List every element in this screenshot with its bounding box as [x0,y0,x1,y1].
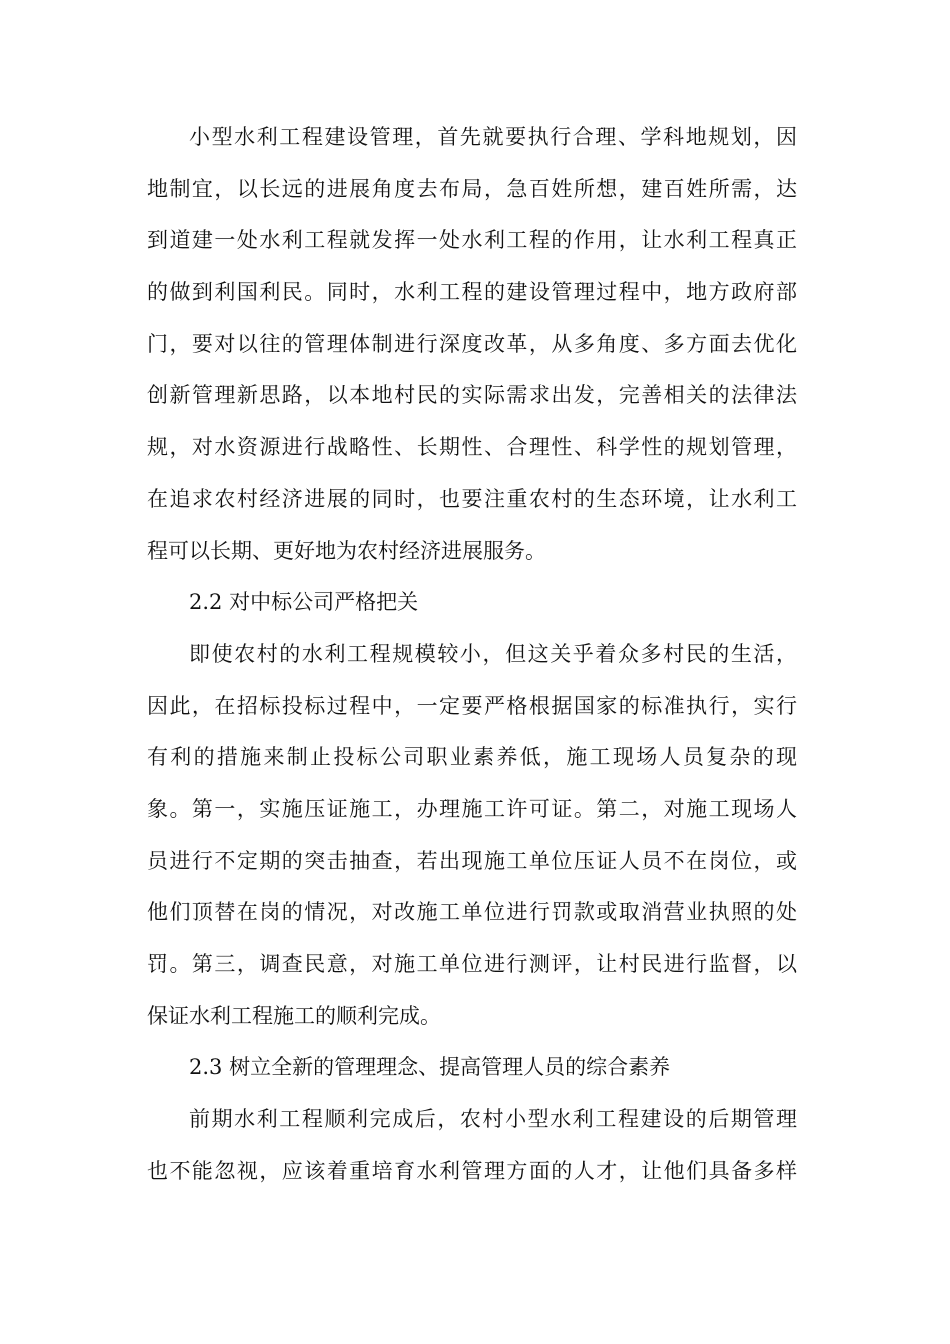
paragraph [147,629,797,1043]
document-body [147,112,797,1197]
text-line: 程可以长期、更好地为农村经济进展服务。 [147,538,546,563]
paragraph [147,1094,797,1197]
text-line: 保证水利工程施工的顺利完成。 [147,1003,441,1028]
text-line: 创新管理新思路，以本地村民的实际需求出发，完善相关的法律法 [147,383,797,408]
text-line: 象。第一，实施压证施工，办理施工许可证。第二，对施工现场人 [147,796,797,821]
text-line: 因此，在招标投标过程中，一定要严格根据国家的标准执行，实行 [147,693,797,718]
section-heading: 2.3 树立全新的管理理念、提高管理人员的综合素养 [189,1055,671,1080]
text-line: 也不能忽视，应该着重培育水利管理方面的人才，让他们具备多样 [147,1158,797,1183]
text-line: 规，对水资源进行战略性、长期性、合理性、科学性的规划管理， [147,435,797,460]
text-line: 罚。第三，调查民意，对施工单位进行测评，让村民进行监督，以 [147,952,797,976]
text-line: 员进行不定期的突击抽查，若出现施工单位压证人员不在岗位，或 [147,848,797,873]
text-line: 前期水利工程顺利完成后，农村小型水利工程建设的后期管理 [189,1107,797,1132]
text-line: 的做到利国利民。同时，水利工程的建设管理过程中，地方政府部 [147,280,797,305]
text-line: 地制宜，以长远的进展角度去布局，急百姓所想，建百姓所需，达 [147,176,797,201]
text-line: 在追求农村经济进展的同时，也要注重农村的生态环境，让水利工 [147,486,797,511]
text-line: 有利的措施来制止投标公司职业素养低，施工现场人员复杂的现 [147,745,797,770]
text-line: 小型水利工程建设管理，首先就要执行合理、学科地规划，因 [189,125,797,149]
text-line: 即使农村的水利工程规模较小，但这关乎着众多村民的生活， [189,641,797,666]
text-line: 门，要对以往的管理体制进行深度改革，从多角度、多方面去优化 [147,331,797,356]
paragraph [147,112,797,577]
section-heading: 2.2 对中标公司严格把关 [189,590,419,615]
text-line: 他们顶替在岗的情况，对改施工单位进行罚款或取消营业执照的处 [147,900,797,925]
text-line: 到道建一处水利工程就发挥一处水利工程的作用，让水利工程真正 [147,228,797,253]
